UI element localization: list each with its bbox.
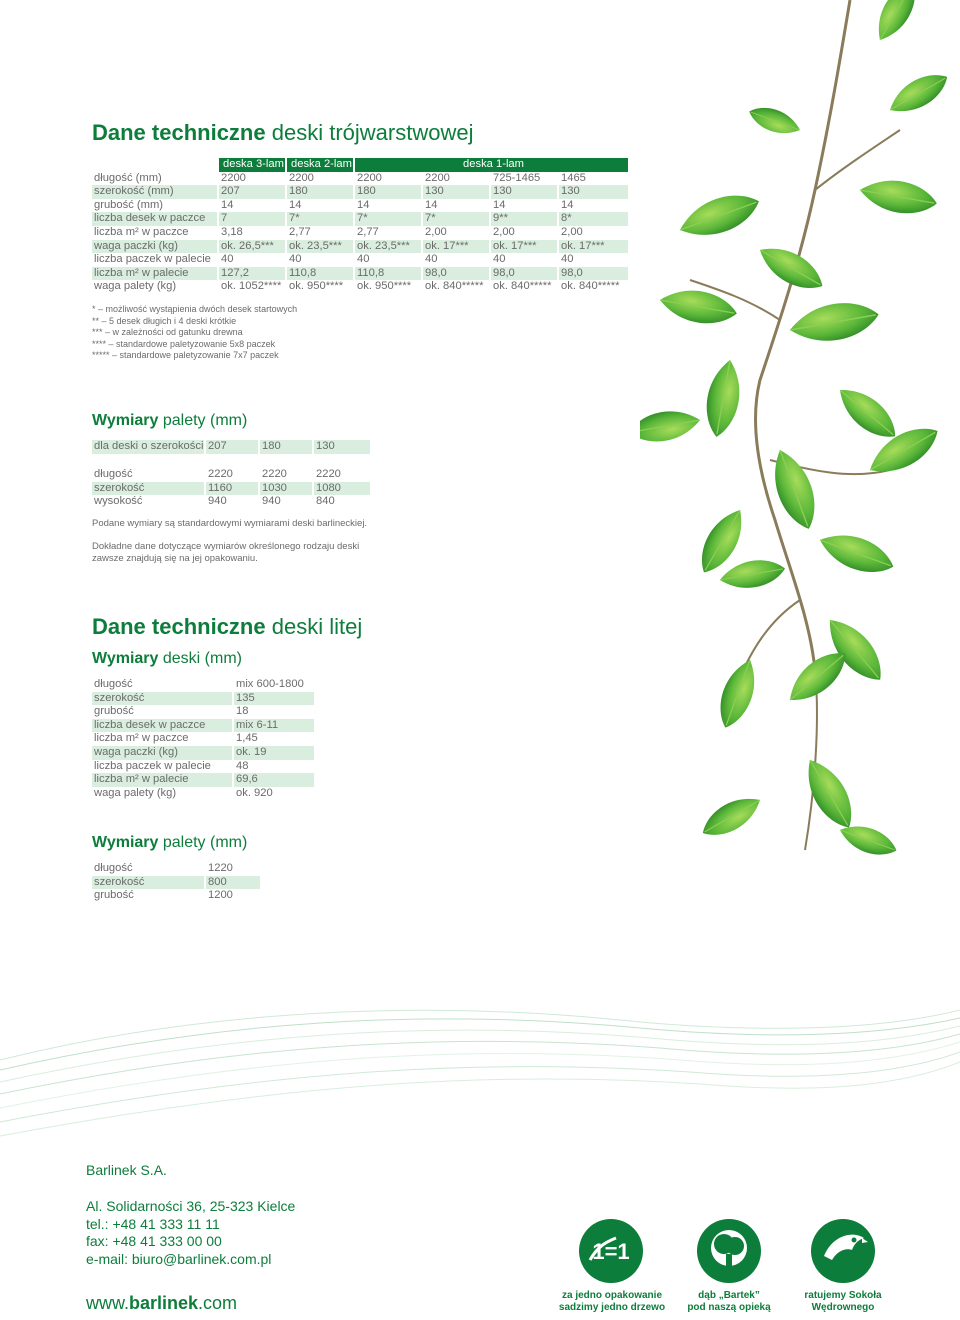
table-cell: ok. 920 [232,787,314,801]
table-cell: 98,0 [421,267,489,281]
table-cell: 98,0 [557,267,628,281]
footnote: *** – w zależności od gatunku drewna [92,327,243,338]
logo-2-caption: dąb „Bartek” pod naszą opieką [687,1290,771,1313]
pallet-header-value: 207 [204,440,258,454]
table-row [92,240,628,254]
table-cell: ok. 23,5*** [285,240,353,254]
row-label: waga paczki (kg) [92,746,232,760]
logo-1-caption: za jedno opakowanie sadzimy jedno drzewo [558,1290,666,1313]
table-cell: ok. 840***** [489,280,557,294]
table-cell: 2,00 [489,226,557,240]
table-cell: 180 [285,185,353,199]
table-cell: 2,00 [421,226,489,240]
table-cell: 2,00 [557,226,628,240]
table-cell: 1220 [204,862,260,876]
table-row [92,172,628,186]
contact-block [86,1198,295,1268]
table-row [92,787,314,801]
table-cell: 7 [217,212,285,226]
falcon-icon [808,1216,878,1286]
row-label: wysokość [92,495,204,509]
table-cell: 7* [421,212,489,226]
row-label: szerokość [92,876,204,890]
table-cell: 110,8 [285,267,353,281]
table-cell: 940 [204,495,258,509]
pallet-header-value: 130 [312,440,370,454]
table-cell: 2220 [204,468,258,482]
packaging-note: Dokładne dane dotyczące wymiarów określonego rodzaju deski zawsze znajdują się na jej opakowaniu. [92,541,360,564]
table-cell: 40 [421,253,489,267]
table-cell: 725-1465 [489,172,557,186]
header-1-lam: deska 1-lam [353,158,628,172]
table-cell: ok. 26,5*** [217,240,285,254]
row-label: długość [92,678,232,692]
logo-3-caption: ratujemy Sokoła Wędrownego [804,1290,882,1313]
pallet-dimensions-title-2: Wymiary palety (mm) [92,834,248,851]
row-label: szerokość [92,482,204,496]
header-2-lam: deska 2-lam [285,158,353,172]
section-1-title [92,120,473,146]
table-cell: ok. 1052**** [217,280,285,294]
table-cell: ok. 19 [232,746,314,760]
table-cell: 14 [217,199,285,213]
table-cell: 69,6 [232,773,314,787]
table-cell: 180 [353,185,421,199]
row-label: grubość (mm) [92,199,217,213]
section-1-title-bold: Dane techniczne [92,120,266,145]
table-cell: 3,18 [217,226,285,240]
pallet-dimensions-table [92,468,370,509]
table-cell: 14 [353,199,421,213]
table-cell: 2,77 [353,226,421,240]
tree-logo-icon [576,1216,646,1286]
table-cell: 135 [232,692,314,706]
table-cell: ok. 840***** [421,280,489,294]
table-cell: 2200 [353,172,421,186]
section-1-title-rest: deski trójwarstwowej [271,120,474,145]
table-cell: 40 [217,253,285,267]
layered-board-table [92,158,628,294]
row-label: liczba paczek w palecie [92,760,232,774]
row-label: waga paczki (kg) [92,240,217,254]
board-dimensions-title: Wymiary deski (mm) [92,650,242,667]
solid-pallet-table [92,862,260,903]
table-cell: 130 [557,185,628,199]
table-cell: ok. 950**** [285,280,353,294]
table-cell: ok. 950**** [353,280,421,294]
table-row [92,212,628,226]
table-cell: 48 [232,760,314,774]
row-label: grubość [92,889,204,903]
table-cell: mix 600-1800 [232,678,314,692]
solid-board-table [92,678,314,800]
row-label: długość (mm) [92,172,217,186]
table-cell: mix 6-11 [232,719,314,733]
row-label: liczba desek w paczce [92,719,232,733]
table-cell: 1,45 [232,732,314,746]
table-cell: 1465 [557,172,628,186]
table-cell: ok. 17*** [557,240,628,254]
table-cell: 7* [285,212,353,226]
pallet-header-label: dla deski o szerokości [94,440,204,452]
table-row [92,862,260,876]
table-cell: 207 [217,185,285,199]
table-cell: ok. 17*** [421,240,489,254]
section-2-title [92,614,362,640]
logo-1-text: 1=1 [592,1239,630,1264]
table-cell: 40 [557,253,628,267]
pallet-dimensions-title: Wymiary palety (mm) [92,412,248,429]
row-label: waga palety (kg) [92,280,217,294]
table-row [92,226,628,240]
table-cell: 130 [421,185,489,199]
company-name: Barlinek S.A. [86,1162,167,1178]
table-row [92,185,628,199]
table-row [92,199,628,213]
table-cell: 14 [421,199,489,213]
table-cell: 40 [285,253,353,267]
row-label: waga palety (kg) [92,787,232,801]
table-row [92,760,314,774]
row-label: liczba m² w paczce [92,732,232,746]
table-cell: 40 [353,253,421,267]
fax: fax: +48 41 333 00 00 [86,1233,222,1249]
table-row [92,705,314,719]
row-label: grubość [92,705,232,719]
table-row [92,773,314,787]
table-row [92,468,370,482]
table-row [92,732,314,746]
table-cell: 40 [489,253,557,267]
footnote: ***** – standardowe paletyzowanie 7x7 paczek [92,350,279,361]
address: Al. Solidarności 36, 25-323 Kielce [86,1198,296,1214]
table-cell: 940 [258,495,312,509]
wave-decoration [0,990,960,1150]
email: e-mail: biuro@barlinek.com.pl [86,1250,272,1267]
table-cell: 2,77 [285,226,353,240]
row-label: liczba m² w palecie [92,267,217,281]
table-cell: 2200 [217,172,285,186]
standard-dimensions-note: Podane wymiary są standardowymi wymiarami deski barlineckiej. [92,518,368,529]
footnote: * – możliwość wystąpienia dwóch desek startowych [92,304,298,314]
table-row [92,719,314,733]
table-cell: 130 [489,185,557,199]
table-cell: 2220 [312,468,370,482]
table-cell: 18 [232,705,314,719]
footnote: ** – 5 desek długich i 4 deski krótkie [92,315,237,326]
table-cell: 9** [489,212,557,226]
row-label: długość [92,468,204,482]
table-cell: 7* [353,212,421,226]
table-row [92,678,314,692]
table-cell: 2200 [285,172,353,186]
table-cell: 2220 [258,468,312,482]
table-row [92,280,628,294]
table-row [92,889,260,903]
table-row [92,746,314,760]
table-cell: 14 [489,199,557,213]
table-cell: 14 [285,199,353,213]
row-label: długość [92,862,204,876]
table-cell: 1160 [204,482,258,496]
table-row [92,692,314,706]
table-cell: 1200 [204,889,260,903]
table-cell: 98,0 [489,267,557,281]
phone: tel.: +48 41 333 11 11 [86,1215,220,1232]
website-link[interactable]: www.barlinek.com [86,1293,238,1313]
leafy-branch-illustration [640,0,960,940]
table-cell: 2200 [421,172,489,186]
row-label: liczba m² w palecie [92,773,232,787]
table-cell: 1030 [258,482,312,496]
table-row [92,876,260,890]
table-cell: 800 [204,876,260,890]
section-2-title-bold: Dane techniczne [92,614,266,639]
header-3-lam: deska 3-lam [217,158,285,172]
table-cell: 1080 [312,482,370,496]
oak-bartek-icon [694,1216,764,1286]
table-row [92,482,370,496]
section-2-title-rest: deski litej [271,614,363,639]
table-cell: 8* [557,212,628,226]
footnotes [92,304,297,362]
table-cell: ok. 840***** [557,280,628,294]
table-cell: 840 [312,495,370,509]
table-cell: 14 [557,199,628,213]
table-row [92,267,628,281]
table-cell: 127,2 [217,267,285,281]
row-label: liczba m² w paczce [92,226,217,240]
footnote: **** – standardowe paletyzowanie 5x8 paczek [92,338,276,349]
row-label: szerokość (mm) [92,185,217,199]
row-label: szerokość [92,692,232,706]
table-cell: ok. 17*** [489,240,557,254]
table-row [92,495,370,509]
pallet-header-value: 180 [258,440,312,454]
pallet-header-table [92,440,370,454]
table-row [92,253,628,267]
table-cell: ok. 23,5*** [353,240,421,254]
row-label: liczba paczek w palecie [92,253,217,267]
table-cell: 110,8 [353,267,421,281]
row-label: liczba desek w paczce [92,212,217,226]
